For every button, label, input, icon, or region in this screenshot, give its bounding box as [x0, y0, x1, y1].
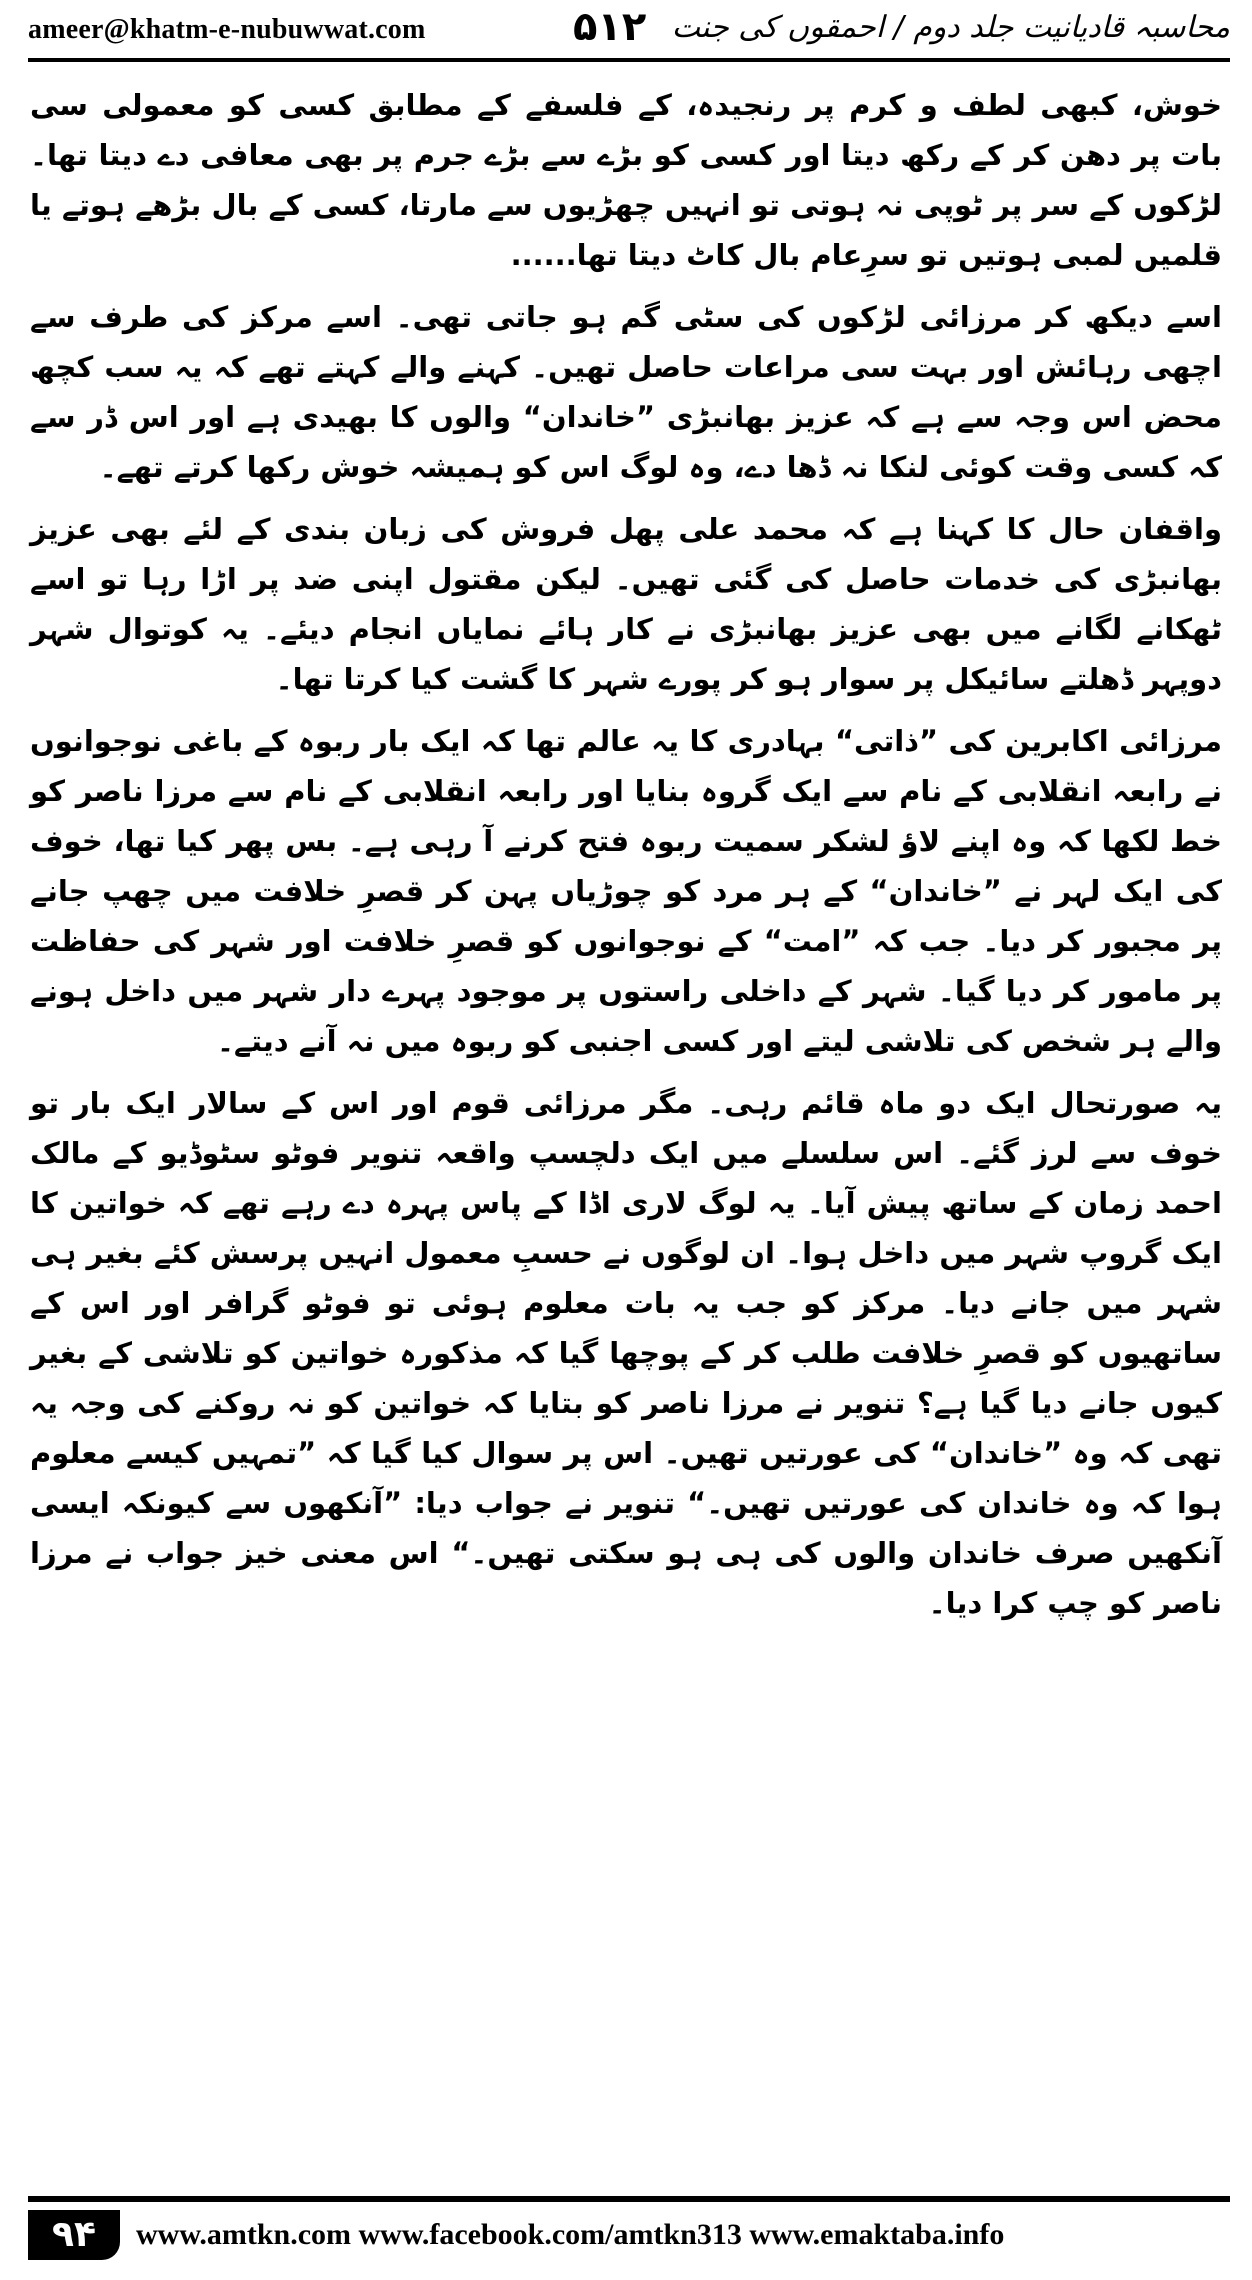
article-body	[30, 80, 1222, 1640]
header-page-number: ۵۱۲	[573, 4, 647, 50]
page-footer	[28, 2196, 1230, 2262]
footer-page-badge: ۹۴	[28, 2210, 120, 2260]
paragraph: مرزائی اکابرین کی ”ذاتی“ بہادری کا یہ عالم تھا کہ ایک بار ربوہ کے باغی نوجوانوں نے رابعہ انقلابی کے نام سے ایک گروہ بنایا اور رابعہ انقلابی کے نام سے مرزا ناصر کو خط لکھا کہ وہ اپنے لاؤ لشکر سمیت ربوہ فتح کرنے آ رہی ہے۔ بس پھر کیا تھا، خوف کی ایک لہر نے ”خاندان“ کے ہر مرد کو چوڑیاں پہن کر قصرِ خلافت میں چھپ جانے پر مجبور کر دیا۔ جب کہ ”امت“ کے نوجوانوں کو قصرِ خلافت اور شہر کی حفاظت پر مامور کر دیا گیا۔ شہر کے داخلی راستوں پر موجود پہرے دار شہر میں داخل ہونے والے ہر شخص کی تلاشی لیتے اور کسی اجنبی کو ربوہ میں نہ آنے دیتے۔	[30, 724, 1222, 1058]
paragraph: واقفان حال کا کہنا ہے کہ محمد علی پھل فروش کی زبان بندی کے لئے بھی عزیز بھانبڑی کی خدمات حاصل کی گئی تھیں۔ لیکن مقتول اپنی ضد پر اڑا رہا تو اسے ٹھکانے لگانے میں بھی عزیز بھانبڑی نے کار ہائے نمایاں انجام دیئے۔ یہ کوتوال شہر دوپہر ڈھلتے سائیکل پر سوار ہو کر پورے شہر کا گشت کیا کرتا تھا۔	[30, 512, 1222, 696]
header-book-title: محاسبہ قادیانیت جلد دوم / احمقوں کی جنت	[671, 10, 1230, 45]
paragraph: اسے دیکھ کر مرزائی لڑکوں کی سٹی گم ہو جاتی تھی۔ اسے مرکز کی طرف سے اچھی رہائش اور بہت سی مراعات حاصل تھیں۔ کہنے والے کہتے تھے کہ یہ سب کچھ محض اس وجہ سے ہے کہ عزیز بھانبڑی ”خاندان“ والوں کا بھیدی ہے اور اس ڈر سے کہ کسی وقت کوئی لنکا نہ ڈھا دے، وہ لوگ اس کو ہمیشہ خوش رکھا کرتے تھے۔	[30, 300, 1222, 484]
header-email[interactable]: ameer@khatm-e-nubuwwat.com	[28, 14, 426, 45]
paragraph: یہ صورتحال ایک دو ماہ قائم رہی۔ مگر مرزائی قوم اور اس کے سالار ایک بار تو خوف سے لرز گئے۔ اس سلسلے میں ایک دلچسپ واقعہ تنویر فوٹو سٹوڈیو کے مالک احمد زمان کے ساتھ پیش آیا۔ یہ لوگ لاری اڈا کے پاس پہرہ دے رہے تھے کہ خواتین کا ایک گروپ شہر میں داخل ہوا۔ ان لوگوں نے حسبِ معمول انہیں پرسش کئے بغیر ہی شہر میں جانے دیا۔ مرکز کو جب یہ بات معلوم ہوئی تو فوٹو گرافر اور اس کے ساتھیوں کو قصرِ خلافت طلب کر کے پوچھا گیا کہ مذکورہ خواتین کو تلاشی کے بغیر کیوں جانے دیا گیا ہے؟ تنویر نے مرزا ناصر کو بتایا کہ خواتین کو نہ روکنے کی وجہ یہ تھی کہ وہ ”خاندان“ کی عورتیں تھیں۔ اس پر سوال کیا گیا کہ ”تمہیں کیسے معلوم ہوا کہ وہ خاندان کی عورتیں تھیں۔“ تنویر نے جواب دیا: ”آنکھوں سے کیونکہ ایسی آنکھیں صرف خاندان والوں کی ہی ہو سکتی تھیں۔“ اس معنی خیز جواب نے مرزا ناصر کو چپ کرا دیا۔	[30, 1086, 1222, 1620]
footer-rule	[28, 2196, 1230, 2202]
page-header	[28, 4, 1230, 62]
footer-links[interactable]: www.amtkn.com www.facebook.com/amtkn313 www.emaktaba.info	[136, 2218, 1005, 2251]
paragraph: خوش، کبھی لطف و کرم پر رنجیدہ، کے فلسفے کے مطابق کسی کو معمولی سی بات پر دھن کر کے رکھ دیتا اور کسی کو بڑے سے بڑے جرم پر بھی معافی دے دیتا تھا۔ لڑکوں کے سر پر ٹوپی نہ ہوتی تو انہیں چھڑیوں سے مارتا، کسی کے بال بڑھے ہوتے یا قلمیں لمبی ہوتیں تو سرِعام بال کاٹ دیتا تھا......	[30, 88, 1222, 272]
